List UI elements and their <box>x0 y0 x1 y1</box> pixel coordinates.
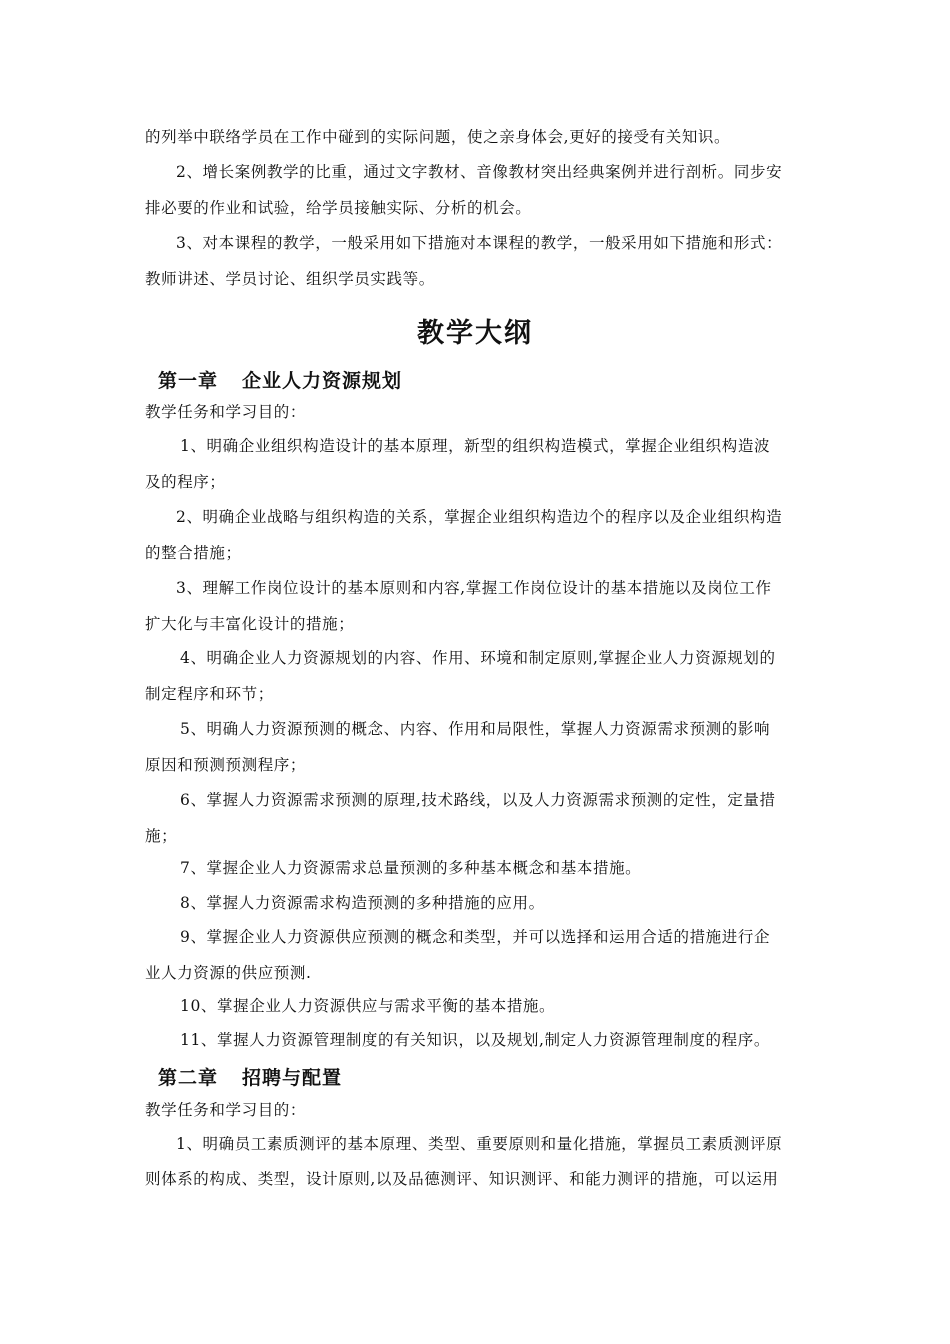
intro-item-2-line-2: 排必要的作业和试验，给学员接触实际、分析的机会。 <box>145 199 532 217</box>
chapter-1-item-9-line-1: 9、掌握企业人力资源供应预测的概念和类型，并可以选择和运用合适的措施进行企 <box>180 928 771 946</box>
chapter-1-item-10: 10、掌握企业人力资源供应与需求平衡的基本措施。 <box>180 997 556 1015</box>
chapter-1-number: 第一章 <box>158 370 219 392</box>
intro-item-2-line-1: 2、增长案例教学的比重，通过文字教材、音像教材突出经典案例并进行剖析。同步安 <box>176 163 783 181</box>
chapter-1-item-1-line-2: 及的程序； <box>145 473 226 491</box>
chapter-1-item-2-line-1: 2、明确企业战略与组织构造的关系，掌握企业组织构造边个的程序以及企业组织构造 <box>176 508 783 526</box>
chapter-1-item-2-line-2: 的整合措施； <box>145 544 242 562</box>
chapter-1-name: 企业人力资源规划 <box>242 370 403 392</box>
chapter-1-item-4-line-2: 制定程序和环节； <box>145 685 274 703</box>
intro-item-3-line-2: 教师讲述、学员讨论、组织学员实践等。 <box>145 270 435 288</box>
chapter-1-item-5-line-1: 5、明确人力资源预测的概念、内容、作用和局限性，掌握人力资源需求预测的影响 <box>180 720 771 738</box>
chapter-2-goal-label: 教学任务和学习目的： <box>145 1101 307 1119</box>
chapter-1-item-8: 8、掌握人力资源需求构造预测的多种措施的应用。 <box>180 894 545 912</box>
chapter-1-item-3-line-1: 3、理解工作岗位设计的基本原则和内容,掌握工作岗位设计的基本措施以及岗位工作 <box>176 579 772 597</box>
chapter-1-goal-label: 教学任务和学习目的： <box>145 403 307 421</box>
chapter-1-item-1-line-1: 1、明确企业组织构造设计的基本原理，新型的组织构造模式，掌握企业组织构造波 <box>180 437 771 455</box>
intro-item-3-line-1: 3、对本课程的教学，一般采用如下措施对本课程的教学，一般采用如下措施和形式： <box>176 234 783 252</box>
chapter-2-name: 招聘与配置 <box>242 1067 343 1089</box>
chapter-1-item-9-line-2: 业人力资源的供应预测. <box>145 964 312 982</box>
chapter-1-item-3-line-2: 扩大化与丰富化设计的措施； <box>145 615 355 633</box>
chapter-2-number: 第二章 <box>158 1067 219 1089</box>
page-title: 教学大纲 <box>417 318 533 349</box>
chapter-2-item-1-line-2: 则体系的构成、类型，设计原则,以及品德测评、知识测评、和能力测评的措施，可以运用 <box>145 1170 779 1188</box>
chapter-1-item-4-line-1: 4、明确企业人力资源规划的内容、作用、环境和制定原则,掌握企业人力资源规划的 <box>180 649 776 667</box>
chapter-1-item-5-line-2: 原因和预测预测程序； <box>145 756 307 774</box>
chapter-1-item-6-line-2: 施； <box>145 827 178 845</box>
chapter-1-item-7: 7、掌握企业人力资源需求总量预测的多种基本概念和基本措施。 <box>180 859 642 877</box>
intro-line-1: 的列举中联络学员在工作中碰到的实际问题，使之亲身体会,更好的接受有关知识。 <box>145 128 731 146</box>
chapter-1-heading <box>158 366 402 393</box>
chapter-1-item-11: 11、掌握人力资源管理制度的有关知识，以及规划,制定人力资源管理制度的程序。 <box>180 1031 770 1049</box>
chapter-1-item-6-line-1: 6、掌握人力资源需求预测的原理,技术路线，以及人力资源需求预测的定性，定量措 <box>180 791 776 809</box>
chapter-2-heading <box>158 1063 342 1090</box>
chapter-2-item-1-line-1: 1、明确员工素质测评的基本原理、类型、重要原则和量化措施，掌握员工素质测评原 <box>176 1135 783 1153</box>
